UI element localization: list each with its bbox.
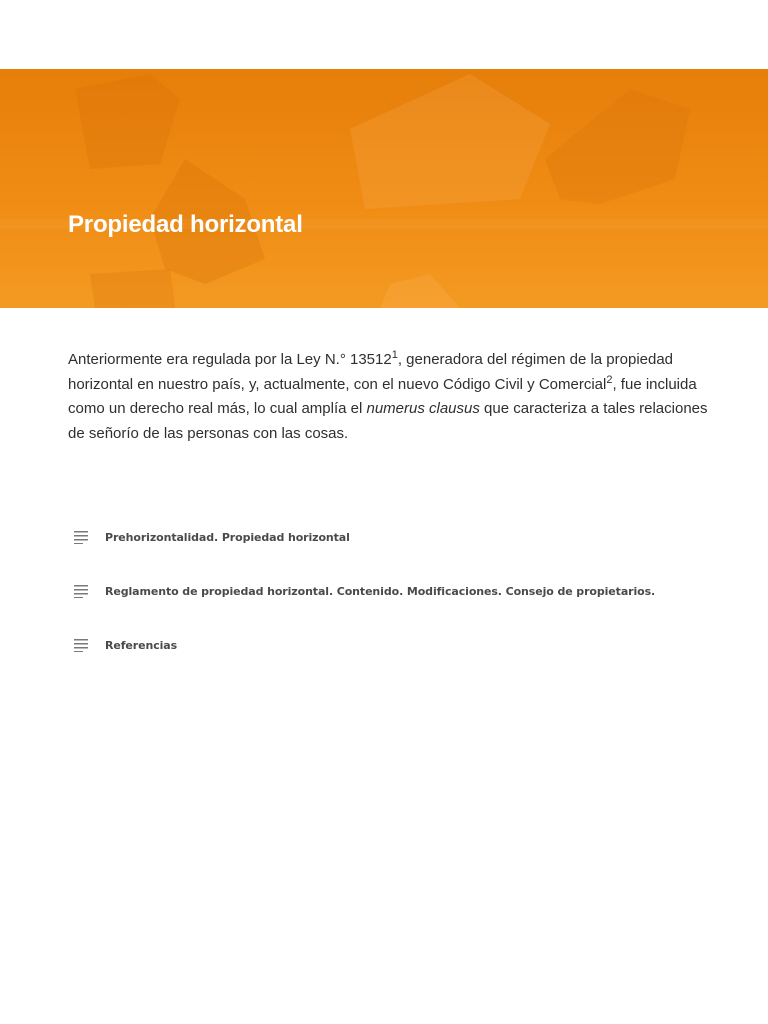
intro-italic-term: numerus clausus bbox=[366, 400, 480, 417]
toc-item-prehorizontalidad[interactable] bbox=[72, 520, 732, 554]
toc-item-referencias[interactable] bbox=[72, 628, 732, 662]
toc-item-reglamento[interactable] bbox=[72, 574, 732, 608]
footnote-ref-2[interactable]: 2 bbox=[606, 373, 613, 386]
toc-item-label: Referencias bbox=[105, 638, 178, 652]
intro-text-1: Anteriormente era regulada por la Ley N.° 13512 bbox=[68, 351, 392, 368]
list-lines-icon bbox=[72, 638, 90, 652]
table-of-contents bbox=[72, 520, 732, 682]
hero-banner bbox=[0, 69, 768, 308]
intro-text-4: que caracteriza a tales relaciones de señorío de las personas con las cosas. bbox=[68, 400, 708, 442]
list-lines-icon bbox=[72, 530, 90, 544]
hero-background-image bbox=[0, 69, 768, 308]
intro-text-3: , fue incluida como un derecho real más, lo cual amplía el bbox=[68, 375, 697, 417]
toc-item-label: Reglamento de propiedad horizontal. Contenido. Modificaciones. Consejo de propietarios. bbox=[105, 584, 656, 598]
footnote-ref-1[interactable]: 1 bbox=[391, 349, 398, 361]
intro-paragraph bbox=[68, 348, 708, 446]
list-lines-icon bbox=[72, 584, 90, 598]
intro-text-2: , generadora del régimen de la propiedad horizontal en nuestro país, y, actualmente, con el nuevo Código Civil y Comercial bbox=[68, 351, 674, 393]
toc-item-label: Prehorizontalidad. Propiedad horizontal bbox=[105, 530, 350, 544]
page-title: Propiedad horizontal bbox=[68, 211, 303, 238]
